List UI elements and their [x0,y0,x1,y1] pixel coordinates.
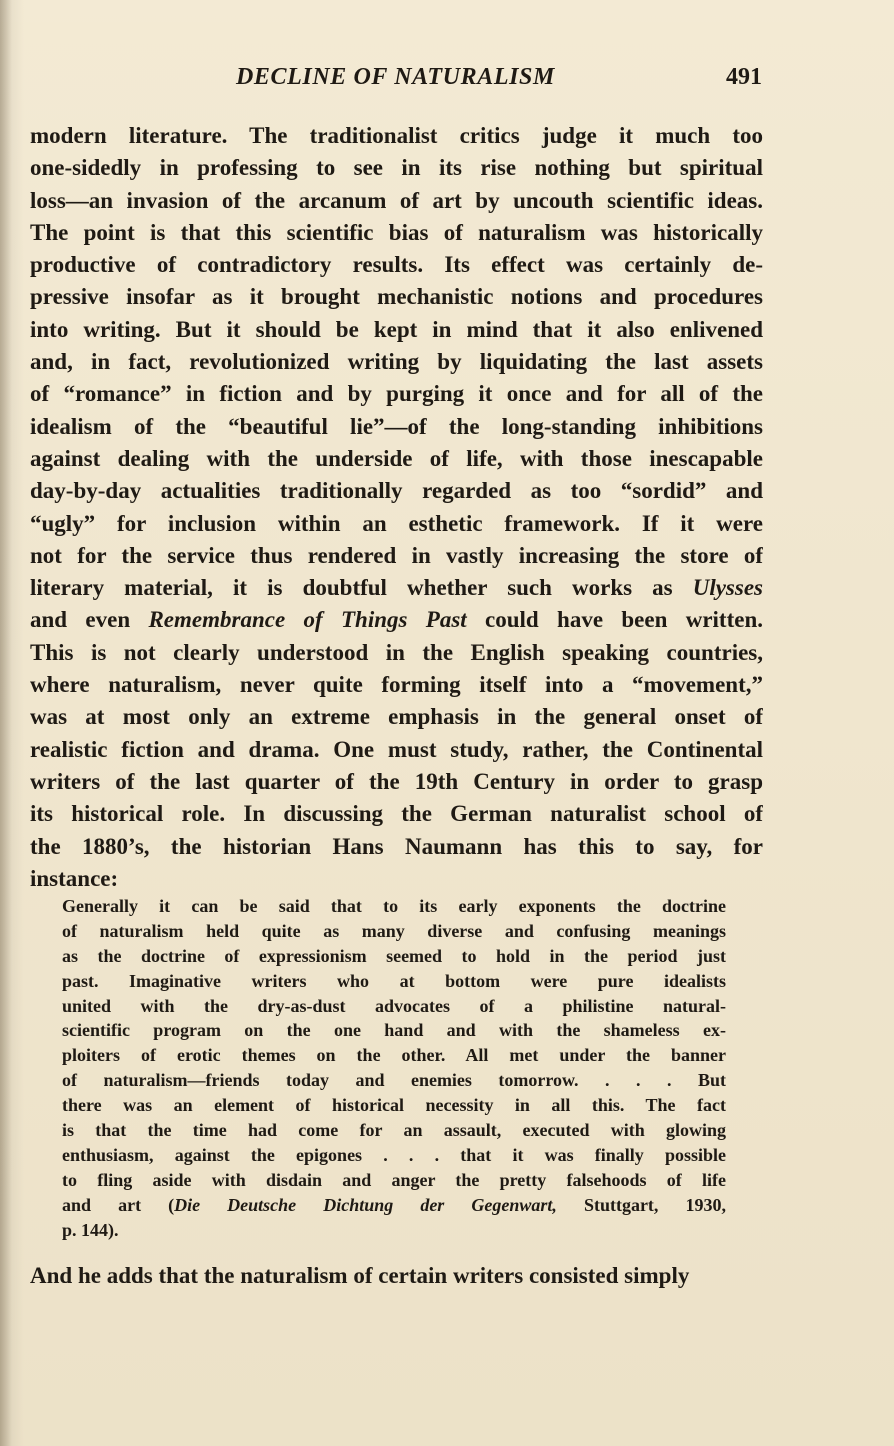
paragraph-line: the 1880’s, the historian Hans Naumann has this to say, for [30,833,763,859]
paragraph-line: modern literature. The traditionalist critics judge it much too [30,123,763,148]
quotation-line: there was an element of historical necessity in all this. The fact [62,1095,726,1116]
italic-title-remembrance: Remembrance of Things Past [148,607,467,633]
paragraph-line: realistic fiction and drama. One must study, rather, the Continental [30,736,763,762]
paragraph-line: against dealing with the underside of life, with those inescapable [30,445,763,471]
paragraph-line: writers of the last quarter of the 19th Century in order to grasp [30,768,763,794]
quotation-line: as the doctrine of expressionism seemed to hold in the period just [62,945,726,966]
citation-location: Stuttgart, 1930, [556,1194,726,1215]
paragraph-line-with-ulysses [30,572,763,604]
quotation-line: scientific program on the one hand and with the shameless ex- [62,1020,726,1041]
paragraph-line: loss—an invasion of the arcanum of art by uncouth scientific ideas. [30,187,763,213]
paragraph-line: not for the service thus rendered in vastly increasing the store of [30,542,763,568]
quotation-line: past. Imaginative writers who at bottom were pure idealists [62,970,726,991]
quotation-line: of naturalism—friends today and enemies tomorrow. . . . But [62,1070,726,1091]
citation-line [62,1193,726,1218]
paragraph-text: literary material, it is doubtful whether such works as [30,575,673,601]
cited-book-title: Die Deutsche Dichtung der Gegenwart, [174,1194,557,1215]
italic-title-ulysses: Ulysses [692,575,763,601]
paragraph-line-with-remembrance [30,604,763,636]
paragraph-line: its historical role. In discussing the German naturalist school of [30,801,763,827]
paragraph-line: This is not clearly understood in the English speaking countries, [30,639,763,665]
quotation-line: ploiters of erotic themes on the other. All met under the banner [62,1045,726,1066]
main-paragraph [30,120,763,895]
paragraph-line: productive of contradictory results. Its effect was certainly de- [30,252,763,278]
paragraph-line: into writing. But it should be kept in mind that it also enlivened [30,316,763,342]
page-gutter-shadow [0,0,12,1446]
paragraph-line: one-sidedly in professing to see in its rise nothing but spiritual [30,155,763,181]
running-title: DECLINE OF NATURALISM [236,64,555,90]
paragraph-line: “ugly” for inclusion within an esthetic framework. If it were [30,510,763,536]
quotation-line: of naturalism held quite as many diverse and confusing meanings [62,920,726,941]
quotation-line: is that the time had come for an assault, executed with glowing [62,1120,726,1141]
following-paragraph: And he adds that the naturalism of certain writers consisted simply [30,1263,690,1288]
quotation-line: to fling aside with disdain and anger the pretty falsehoods of life [62,1169,726,1190]
paragraph-line: pressive insofar as it brought mechanistic notions and procedures [30,284,763,310]
paragraph-line: The point is that this scientific bias of naturalism was historically [30,219,763,245]
running-header [0,64,894,100]
citation-prefix: and art ( [62,1194,175,1215]
paragraph-line: and, in fact, revolutionized writing by liquidating the last assets [30,349,763,375]
quotation-line: united with the dry-as-dust advocates of a philistine natural- [62,995,726,1016]
quotation-line: Generally it can be said that to its early exponents the doctrine [62,896,726,916]
paragraph-line: where naturalism, never quite forming itself into a “movement,” [30,672,763,698]
paragraph-line: idealism of the “beautiful lie”—of the long-standing inhibitions [30,413,763,439]
paragraph-text: and even [30,607,131,633]
paragraph-text: could have been written. [485,607,763,633]
page-number: 491 [726,64,762,90]
quotation-line: enthusiasm, against the epigones . . . that it was finally possible [62,1144,726,1165]
paragraph-line: instance: [30,865,119,891]
block-quotation [62,894,726,1242]
paragraph-line: was at most only an extreme emphasis in the general onset of [30,704,763,730]
paragraph-line: of “romance” in fiction and by purging it once and for all of the [30,381,763,407]
paragraph-line: day-by-day actualities traditionally regarded as too “sordid” and [30,478,763,504]
citation-page: p. 144). [62,1219,119,1240]
